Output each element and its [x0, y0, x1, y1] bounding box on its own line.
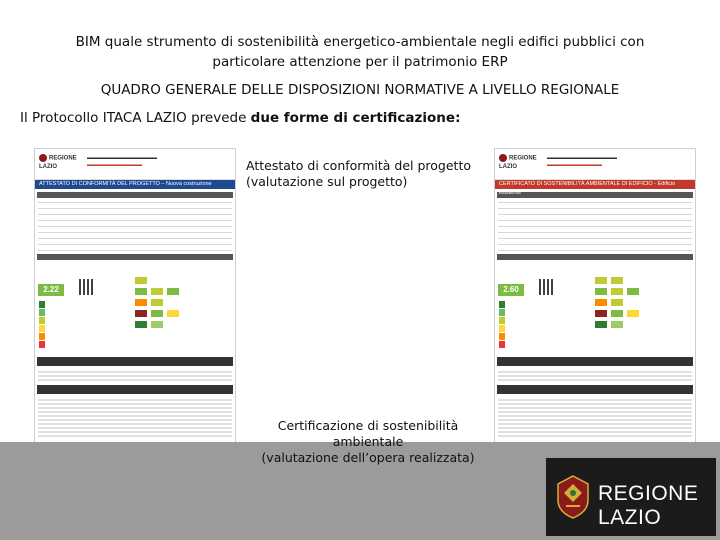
caption-line1: Attestato di conformità del progetto: [246, 158, 471, 173]
certificate-header: [495, 149, 695, 180]
regione-lazio-logo: REGIONE LAZIO: [39, 155, 77, 170]
intro-text: [20, 110, 460, 126]
regione-lazio-emblem-icon: [554, 474, 592, 520]
intro-prefix: Il Protocollo ITACA LAZIO prevede: [20, 110, 251, 126]
score-badge: 2.22: [38, 284, 64, 296]
caption-line1: Certificazione di sostenibilità ambientale: [277, 418, 459, 449]
page-subtitle: QUADRO GENERALE DELLE DISPOSIZIONI NORMATIVE A LIVELLO REGIONALE: [100, 82, 620, 98]
page-title: BIM quale strumento di sostenibilità energetico-ambientale negli edifici pubblici con particolare attenzione per il patrimonio ERP: [75, 34, 645, 70]
brand-line2: LAZIO: [598, 506, 662, 529]
brand-line1: REGIONE: [598, 482, 699, 505]
qr-code-icon: [79, 279, 95, 295]
intro-emphasis: due forme di certificazione:: [250, 110, 461, 126]
certificate-banner: ATTESTATO DI CONFORMITÀ DEL PROGETTO – Nuova costruzione: [35, 180, 235, 189]
score-badge: 2.60: [498, 284, 524, 296]
regione-lazio-wordmark: [598, 482, 698, 530]
certificate-header-text: ▬▬▬▬▬▬▬▬▬▬▬▬▬▬ ▬▬▬▬▬▬▬▬▬▬▬: [547, 155, 617, 168]
caption-project-certificate: [246, 158, 471, 190]
certificate-thumbnail-built-work: [494, 148, 696, 456]
qr-code-icon: [539, 279, 555, 295]
certificate-banner: CERTIFICATO DI SOSTENIBILITÀ AMBIENTALE DI EDIFICIO - Edificio esistente: [495, 180, 695, 189]
caption-line2: (valutazione dell’opera realizzata): [261, 450, 475, 465]
certificate-header: [35, 149, 235, 180]
regione-lazio-logo: REGIONE LAZIO: [499, 155, 537, 170]
caption-line2: (valutazione sul progetto): [246, 174, 408, 189]
caption-built-certificate: [244, 418, 492, 466]
certificate-header-text: ▬▬▬▬▬▬▬▬▬▬▬▬▬▬ ▬▬▬▬▬▬▬▬▬▬▬: [87, 155, 157, 168]
certificate-thumbnail-project: [34, 148, 236, 456]
